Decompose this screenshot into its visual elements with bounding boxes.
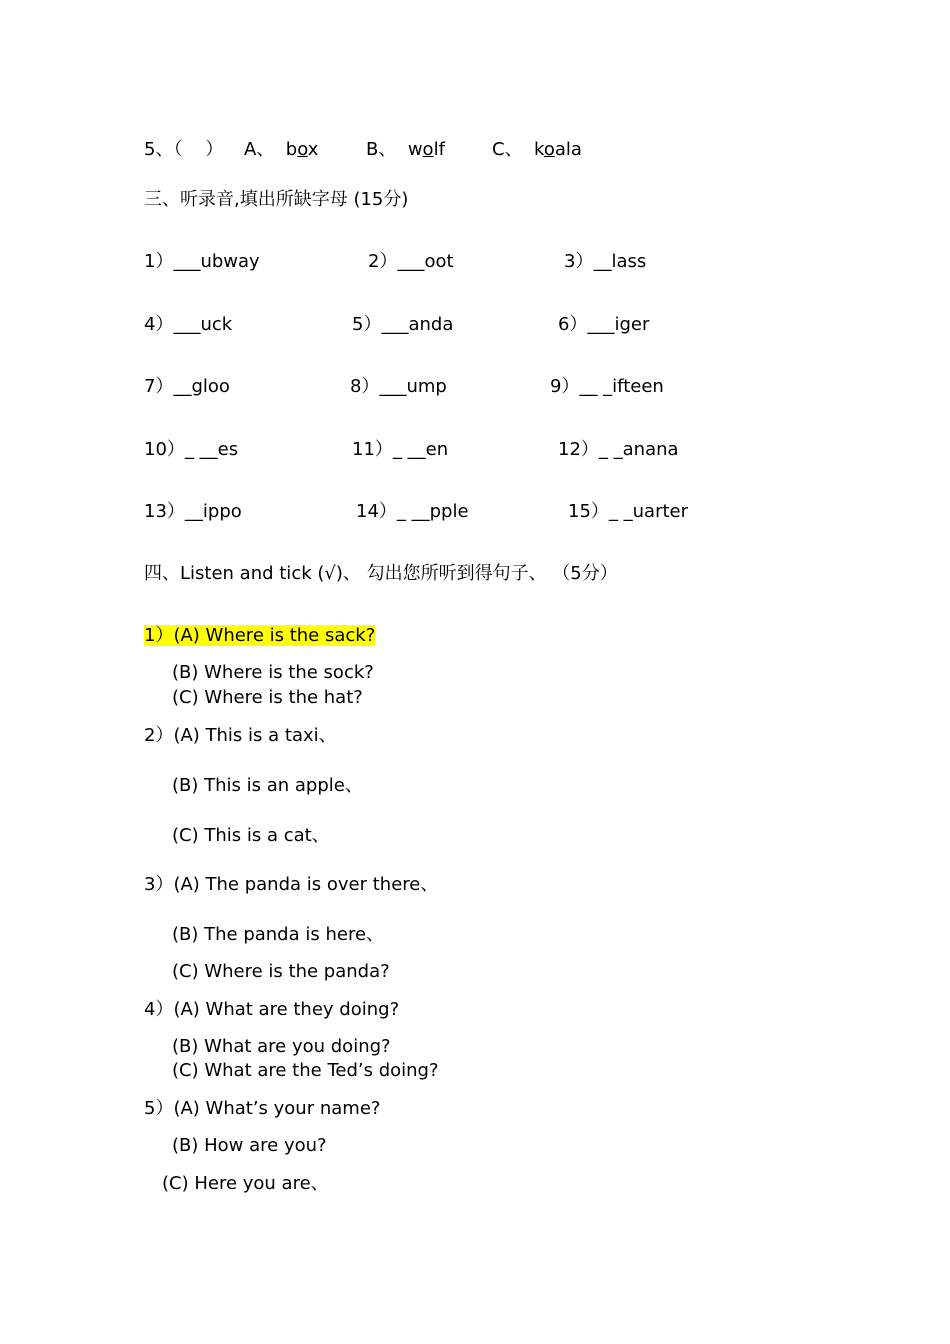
- question-1-option-c: (C) Where is the hat?: [172, 687, 363, 708]
- question-1-option-b: (B) Where is the sock?: [172, 662, 374, 683]
- fill-item: 10）_ __es: [144, 439, 239, 460]
- question-1-option-a: [144, 624, 375, 648]
- fill-item: 2）___oot: [368, 251, 454, 272]
- fill-item: 1）___ubway: [144, 251, 260, 272]
- question-4-option-a: 4）(A) What are they doing?: [144, 999, 400, 1020]
- question-5-option-c: (C) Here you are、: [162, 1173, 329, 1194]
- question-3-option-c: (C) Where is the panda?: [172, 961, 390, 982]
- fill-item: 11）_ __en: [352, 439, 449, 460]
- fill-item: 3）__lass: [564, 251, 647, 272]
- section-4-heading: 四、Listen and tick (√)、 勾出您所听到得句子、 （5分）: [144, 563, 618, 584]
- question-5-option-a: 5）(A) What’s your name?: [144, 1098, 381, 1119]
- question-4-option-c: (C) What are the Ted’s doing?: [172, 1060, 439, 1081]
- question-3-option-a: 3）(A) The panda is over there、: [144, 874, 439, 895]
- question-5-option-b: (B) How are you?: [172, 1135, 327, 1156]
- fill-item: 4）___uck: [144, 314, 233, 335]
- fill-item: 5）___anda: [352, 314, 454, 335]
- q2-item-5-option-a: A、 box: [244, 139, 319, 160]
- q2-item-5-option-c: C、 koala: [492, 139, 582, 160]
- fill-item: 13）__ippo: [144, 501, 242, 522]
- fill-item: 7）__gloo: [144, 376, 230, 397]
- fill-item: 9）__ _ifteen: [550, 376, 664, 397]
- highlighted-text: 1）(A) Where is the sack?: [144, 625, 376, 646]
- q2-item-5-option-b: B、 wolf: [366, 139, 445, 160]
- question-4-option-b: (B) What are you doing?: [172, 1036, 391, 1057]
- question-3-option-b: (B) The panda is here、: [172, 924, 385, 945]
- fill-item: 8）___ump: [350, 376, 447, 397]
- fill-item: 12）_ _anana: [558, 439, 679, 460]
- fill-item: 14）_ __pple: [356, 501, 469, 522]
- q2-item-5-number: 5、（ ）: [144, 139, 224, 160]
- fill-item: 6）___iger: [558, 314, 650, 335]
- question-2-option-c: (C) This is a cat、: [172, 825, 330, 846]
- question-2-option-b: (B) This is an apple、: [172, 775, 363, 796]
- question-2-option-a: 2）(A) This is a taxi、: [144, 725, 337, 746]
- section-3-heading: 三、听录音,填出所缺字母 (15分): [144, 189, 409, 210]
- fill-item: 15）_ _uarter: [568, 501, 688, 522]
